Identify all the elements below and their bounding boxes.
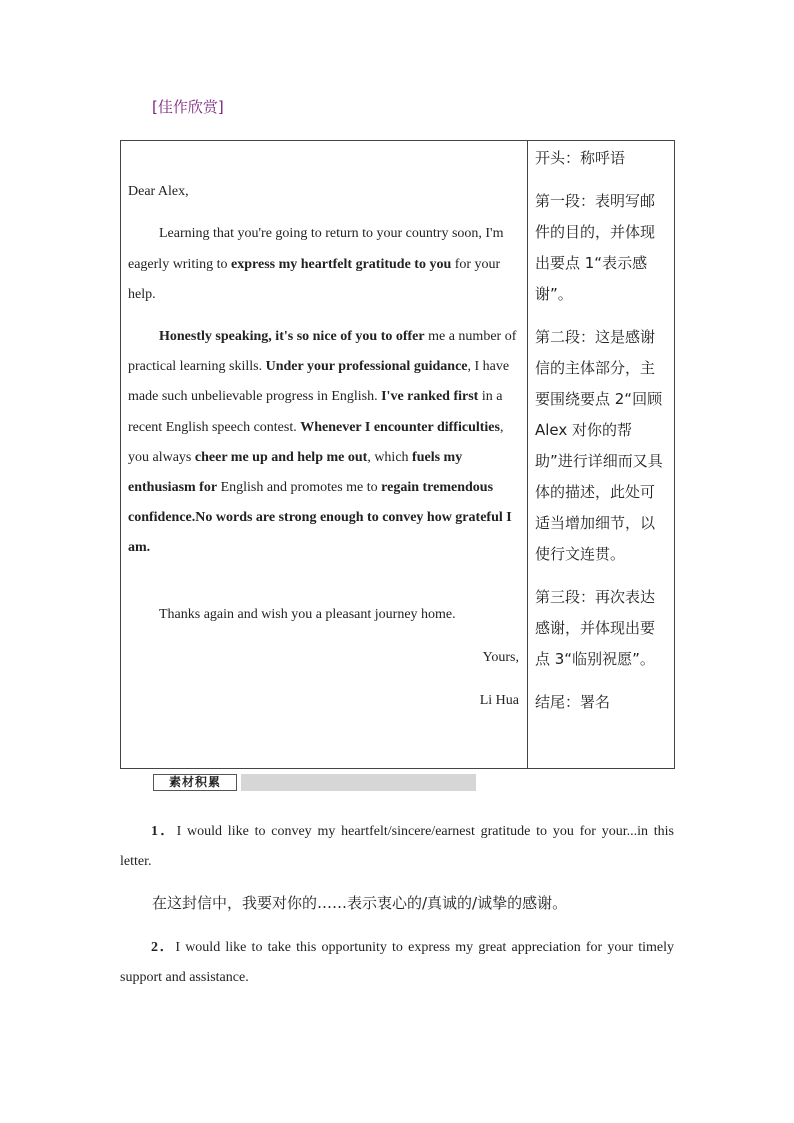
notes-list (528, 141, 674, 718)
model-essay-table (120, 140, 675, 769)
item-number: 1． (151, 824, 177, 839)
bold-phrase: Honestly speaking, it's so nice of you to offer (159, 329, 425, 344)
text-run: , which (367, 449, 413, 465)
letter-paragraph-3: Thanks again and wish you a pleasant journey home. (159, 607, 456, 622)
note-opening: 开头：称呼语 (535, 149, 626, 167)
bold-phrase: express my heartfelt gratitude to you (231, 256, 452, 272)
letter-cell (121, 141, 528, 769)
note-paragraph-2: 第二段：这是感谢信的主体部分，主要围绕要点 2“回顾 Alex 对你的帮助”进行详细而又具体的描述，此处可适当增加细节，以使行文连贯。 (535, 328, 663, 563)
material-badge: 素材积累 (153, 774, 237, 791)
text-run: English and promotes me to (217, 480, 382, 496)
text-run: , I have made such unbelievable progress in English. (128, 359, 510, 405)
item-number: 2． (151, 940, 176, 955)
text-run: for your help. (128, 256, 501, 302)
material-item-2 (120, 933, 674, 992)
header-bar-fill (241, 774, 476, 791)
item-text: I would like to convey my heartfelt/sincere/earnest gratitude to you for your...in this letter. (120, 824, 675, 869)
text-run: in a recent English speech contest. (128, 389, 503, 435)
letter-salutation: Dear Alex, (128, 184, 189, 199)
note-ending: 结尾：署名 (535, 693, 611, 711)
bold-phrase: regain tremendous confidence.No words are strong enough to convey how grateful I am. (128, 480, 512, 556)
note-paragraph-1: 第一段：表明写邮件的目的，并体现出要点 1“表示感谢”。 (535, 192, 656, 303)
letter-closing: Yours, (482, 650, 519, 665)
bold-phrase: cheer me up and help me out (194, 449, 368, 465)
text-run: me a number of practical learning skills. (128, 329, 517, 375)
notes-cell (528, 141, 675, 769)
letter-body (121, 141, 527, 768)
text-run: , you always (128, 419, 504, 465)
letter-paragraph-2 (128, 322, 520, 564)
letter-paragraph-1 (128, 219, 520, 311)
text-run: Learning that you're going to return to your country soon, I'm eagerly writing to (128, 226, 504, 272)
letter-signature: Li Hua (479, 693, 519, 708)
bold-phrase: I've ranked first (381, 389, 479, 405)
note-paragraph-3: 第三段：再次表达感谢，并体现出要点 3“临别祝愿”。 (535, 588, 656, 668)
section-title: [佳作欣赏] (152, 98, 224, 116)
material-item-1 (120, 817, 674, 876)
material-item-1-translation: 在这封信中，我要对你的……表示衷心的/真诚的/诚挚的感谢。 (152, 894, 568, 912)
bold-phrase: fuels my enthusiasm for (128, 449, 463, 496)
bold-phrase: Under your professional guidance (265, 359, 468, 375)
item-text: I would like to take this opportunity to express my great appreciation for your timely support and assistance. (120, 940, 674, 985)
bold-phrase: Whenever I encounter difficulties (300, 419, 500, 435)
material-section-header (153, 774, 476, 791)
